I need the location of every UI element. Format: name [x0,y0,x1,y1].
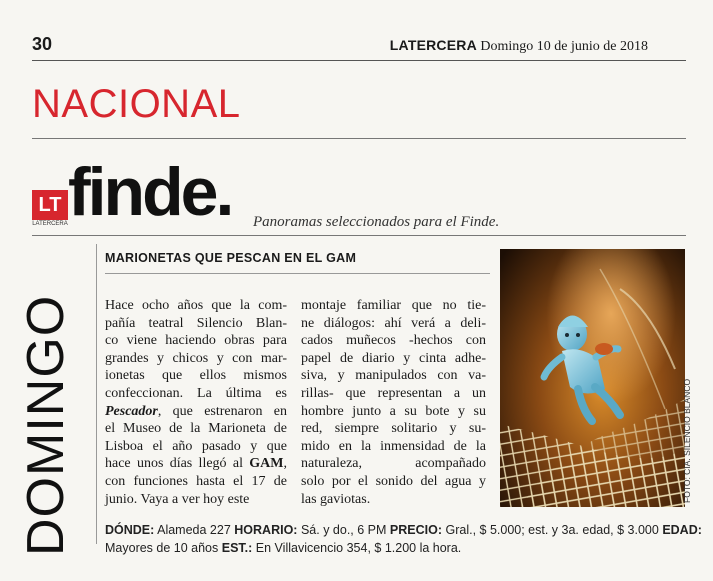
text-line: mido en la inmensidad de la [301,438,486,454]
donde-value: Alameda 227 [157,523,231,537]
text-line: ionetas que ellos mismos [105,368,287,384]
photo-credit: FOTO: CIA. SILENCIO BLANCO [682,378,692,503]
text-line: con funciones hasta el 17 de [105,473,287,489]
text-line: confeccionan. La última es [105,385,287,401]
event-info [105,521,702,557]
text-line: siva, y manipulados con va- [301,368,486,384]
text-line: naturaleza, acompañado [301,456,486,472]
est-label: EST.: [221,541,253,555]
info-row [105,521,702,539]
text-line: Hace ocho años que la com- [105,298,287,313]
text-line: Lisboa el año pasado y que [105,438,287,454]
page-header [32,30,686,58]
text-line: solo por el sonido del agua y [301,473,486,489]
article-column-1 [105,297,287,508]
marionette-photo [500,249,685,507]
edad-label: EDAD: [662,523,702,537]
finde-divider [32,235,686,236]
logo-letters: LT [32,190,68,220]
text-line: hombre junto a su bote y su [301,403,486,419]
finde-wordmark [68,154,232,230]
venue-name: GAM [249,456,284,472]
text-line: co viene haciendo obras para [105,333,287,349]
est-value: En Villavicencio 354, $ 1.200 la hora. [255,541,462,555]
edad-value: Mayores de 10 años [105,541,219,555]
vertical-divider [96,244,97,544]
masthead-date: Domingo 10 de junio de 2018 [480,39,648,54]
page-number: 30 [32,34,53,54]
text-line: ne diálogos: ahí verá a deli- [301,315,486,331]
text-line: rillas- que representan a un [301,385,486,401]
headline-divider [105,273,490,274]
text-line: montaje familiar que no tie- [301,298,486,313]
text-line: red, siempre solitario y su- [301,421,486,437]
masthead-brand: LATERCERA [389,37,477,53]
header-divider [32,60,686,61]
article-column-2 [301,297,486,508]
la-tercera-logo [32,190,68,228]
logo-subtitle: LATERCERA [32,221,68,227]
text-line: grandes y chicos y con mar- [105,350,287,366]
finde-dot: . [215,154,232,230]
play-title: Pescador [105,403,158,419]
text-line: el Museo de la Marioneta de [105,421,287,437]
text-line: junio. Vaya a ver hoy este [105,491,250,507]
day-label: DOMINGO [17,294,75,556]
masthead [390,37,648,55]
section-divider [32,138,686,139]
info-row [105,539,690,557]
finde-word: finde [68,154,216,230]
text-line: hace unos días llegó al GAM, [105,456,287,472]
horario-value: Sá. y do., 6 PM [300,523,387,537]
precio-value: Gral., $ 5.000; est. y 3a. edad, $ 3.000 [445,523,659,537]
finde-tagline: Panoramas seleccionados para el Finde. [253,214,500,230]
precio-label: PRECIO: [389,523,442,537]
text-line: papel de diario y cinta adhe- [301,350,486,366]
text-line: Pescador, que estrenaron en [105,403,287,419]
text-line: cados muñecos -hechos con [301,333,486,349]
donde-label: DÓNDE: [105,523,155,537]
section-title: NACIONAL [32,82,241,126]
text-line: las gaviotas. [301,491,371,507]
photo-illustration [500,249,685,507]
article-headline: MARIONETAS QUE PESCAN EN EL GAM [105,251,357,265]
text-line: pañía teatral Silencio Blan- [105,315,287,331]
horario-label: HORARIO: [234,523,298,537]
